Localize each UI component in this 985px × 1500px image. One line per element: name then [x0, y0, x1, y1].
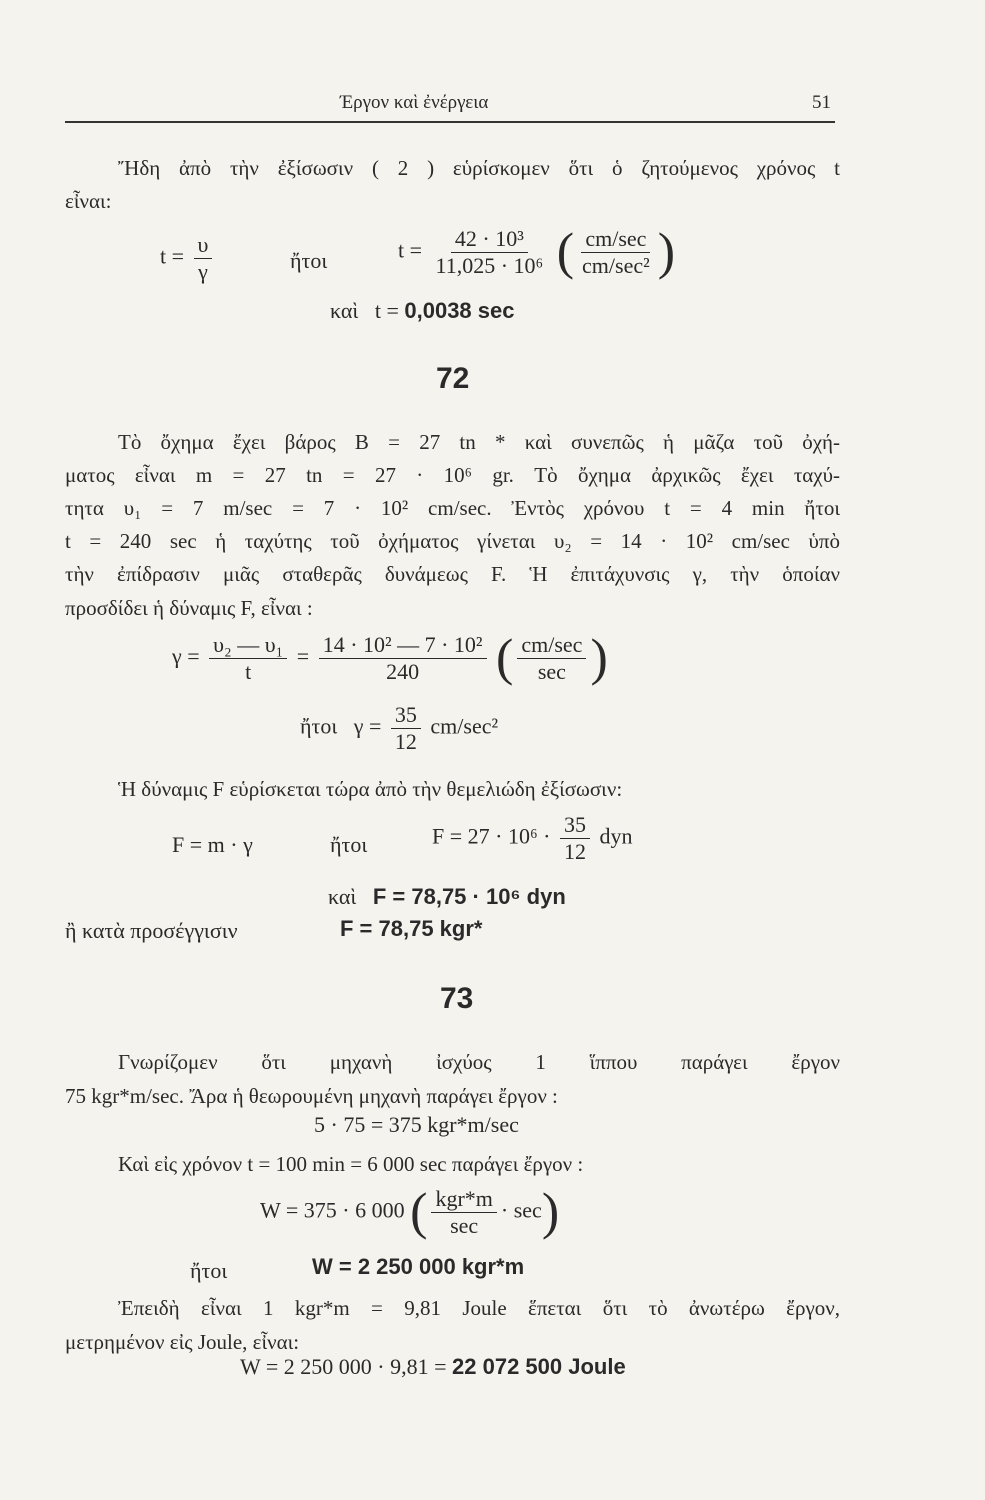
eq2-den2: 240: [386, 659, 420, 684]
eq1-paren-open: (: [556, 223, 575, 281]
eq2-unit-den: sec: [537, 659, 566, 684]
running-head: Έργον καὶ ἐνέργεια: [340, 92, 489, 113]
eq2-equals: =: [296, 643, 310, 669]
eq2-fraction3: [391, 702, 421, 755]
p3-line: Ἡ δύναμις F εὑρίσκεται τώρα ἀπὸ τὴν θεμελιώδη ἐξίσωσιν:: [118, 777, 623, 801]
eq3-unit: dyn: [599, 823, 633, 849]
eq2-fraction1: [209, 632, 287, 685]
eq1-unit-den: cm/sec²: [582, 253, 650, 278]
eq3-res1: F = 78,75 · 10⁶ dyn: [372, 884, 566, 909]
eq1-num2: 42 · 10³: [451, 226, 528, 253]
eq5-lhs: W = 375 · 6 000: [260, 1197, 405, 1223]
eq2-unit-num: cm/sec: [517, 632, 586, 659]
p4-line1: Γνωρίζομεν ὅτι μηχανὴ ἰσχύος 1 ἵππου παράγει ἔργον: [118, 1050, 840, 1074]
eq7-row: [240, 1354, 626, 1380]
eq2-unit: [517, 632, 586, 685]
eq2-den: t: [245, 659, 252, 684]
eq5-paren-open: (: [410, 1183, 428, 1241]
p1-line2: εἶναι:: [65, 189, 112, 213]
eq1-unit-num: cm/sec: [581, 226, 650, 253]
eq5-num: kgr*m: [431, 1186, 496, 1213]
eq5-fraction: [431, 1186, 496, 1239]
eq7-lhs: W = 2 250 000 · 9,81 =: [240, 1354, 447, 1379]
p6-line2: μετρημένον εἰς Joule, εἶναι:: [65, 1330, 300, 1354]
eq3-kai: καὶ: [328, 884, 357, 909]
p2-line3: τητα υ₁ = 7 m/sec = 7 · 10² cm/sec. Ἐντὸς χρόνου t = 4 min ἤτοι: [65, 496, 840, 520]
eq1-fraction2: [432, 226, 548, 279]
eq1-right: [398, 223, 676, 281]
eq3-num: 35: [560, 812, 590, 839]
eq5-paren-close: ): [541, 1183, 560, 1241]
p2-line1: Τὸ ὄχημα ἔχει βάρος B = 27 tn * καὶ συνεπῶς ἡ μᾶζα τοῦ ὀχή-: [118, 430, 840, 454]
eq1-left: [160, 232, 216, 285]
eq1-kai: καὶ: [330, 298, 359, 323]
eq5-den: sec: [450, 1213, 479, 1238]
p2-line5: τὴν ἐπίδρασιν μιᾶς σταθερᾶς δυνάμεως F. Ἡ ἐπιτάχυνσις γ, τὴν ὁποίαν: [65, 562, 840, 586]
eq4-line: 5 · 75 = 375 kgr*m/sec: [314, 1112, 519, 1137]
eq2-unit3: cm/sec²: [430, 713, 499, 739]
eq2-lhs: γ =: [172, 643, 200, 669]
eq2-fraction2: [319, 632, 487, 685]
eq2-num: υ₂ — υ₁: [209, 632, 287, 659]
eq6-word: ἤτοι: [190, 1258, 228, 1283]
eq1-res: 0,0038 sec: [404, 298, 515, 323]
eq2-num3: 35: [391, 702, 421, 729]
eq2-den3: 12: [394, 729, 417, 754]
p2-line6: προσδίδει ἡ δύναμις F, εἶναι :: [65, 596, 313, 620]
eq2-num2: 14 · 10² — 7 · 10²: [319, 632, 487, 659]
eq3-approx: ἢ κατὰ προσέγγισιν: [65, 918, 238, 943]
eq1-word: ἤτοι: [290, 248, 328, 273]
p2-line4: t = 240 sec ἡ ταχύτης τοῦ ὀχήματος γίνεται υ₂ = 14 · 10² cm/sec ὑπὸ: [65, 529, 840, 553]
eq6-result: W = 2 250 000 kgr*m: [312, 1254, 525, 1279]
eq2-row2: [300, 702, 498, 755]
eq3-result1: [328, 884, 566, 910]
p6-line1: Ἐπειδὴ εἶναι 1 kgr*m = 9,81 Joule ἕπεται ὅτι τὸ ἀνωτέρω ἔργον,: [118, 1296, 840, 1320]
eq2-paren-close: ): [590, 629, 608, 687]
eq2-word: ἤτοι: [300, 713, 338, 739]
header-rule: [65, 121, 835, 123]
eq3-rhs-text: F = 27 · 10⁶ ·: [432, 823, 551, 849]
eq1-den2: 11,025 · 10⁶: [435, 253, 544, 278]
page-number: 51: [812, 92, 831, 113]
section-72-number: 72: [436, 362, 470, 395]
eq3-result2: F = 78,75 kgr*: [340, 916, 483, 941]
eq5-row: [260, 1183, 560, 1241]
eq7-res: 22 072 500 Joule: [452, 1354, 626, 1379]
p4-line2: 75 kgr*m/sec. Ἄρα ἡ θεωρουμένη μηχανὴ παράγει ἔργον :: [65, 1084, 558, 1108]
eq1-paren-close: ): [657, 223, 676, 281]
eq2-paren-open: (: [496, 629, 514, 687]
eq2-lhs3: γ =: [353, 713, 382, 739]
eq1-fraction: [194, 232, 213, 285]
eq3-word: ἤτοι: [330, 832, 368, 857]
eq3-rhs: [432, 812, 632, 865]
eq3-lhs: F = m · γ: [172, 832, 253, 857]
eq5-tail: · sec: [500, 1197, 542, 1223]
eq1-unit: [578, 226, 654, 279]
eq1-res-lhs: t =: [374, 298, 399, 323]
p2-line2: ματος εἶναι m = 27 tn = 27 · 10⁶ gr. Τὸ ὄχημα ἀρχικῶς ἔχει ταχύ-: [65, 463, 840, 487]
eq1-num: υ: [194, 232, 213, 259]
eq1-lhs: t =: [160, 243, 185, 269]
eq1-result: [330, 298, 514, 324]
eq1-lhs2: t =: [398, 237, 423, 263]
eq3-fraction: [560, 812, 590, 865]
eq1-den: γ: [198, 259, 208, 284]
section-73-number: 73: [440, 982, 474, 1015]
eq2-row1: [172, 629, 608, 687]
eq3-den: 12: [563, 839, 586, 864]
p1-line1: Ἤδη ἀπὸ τὴν ἐξίσωσιν ( 2 ) εὑρίσκομεν ὅτι ὁ ζητούμενος χρόνος t: [118, 156, 840, 180]
p5-line: Καὶ εἰς χρόνον t = 100 min = 6 000 sec παράγει ἔργον :: [118, 1152, 584, 1176]
